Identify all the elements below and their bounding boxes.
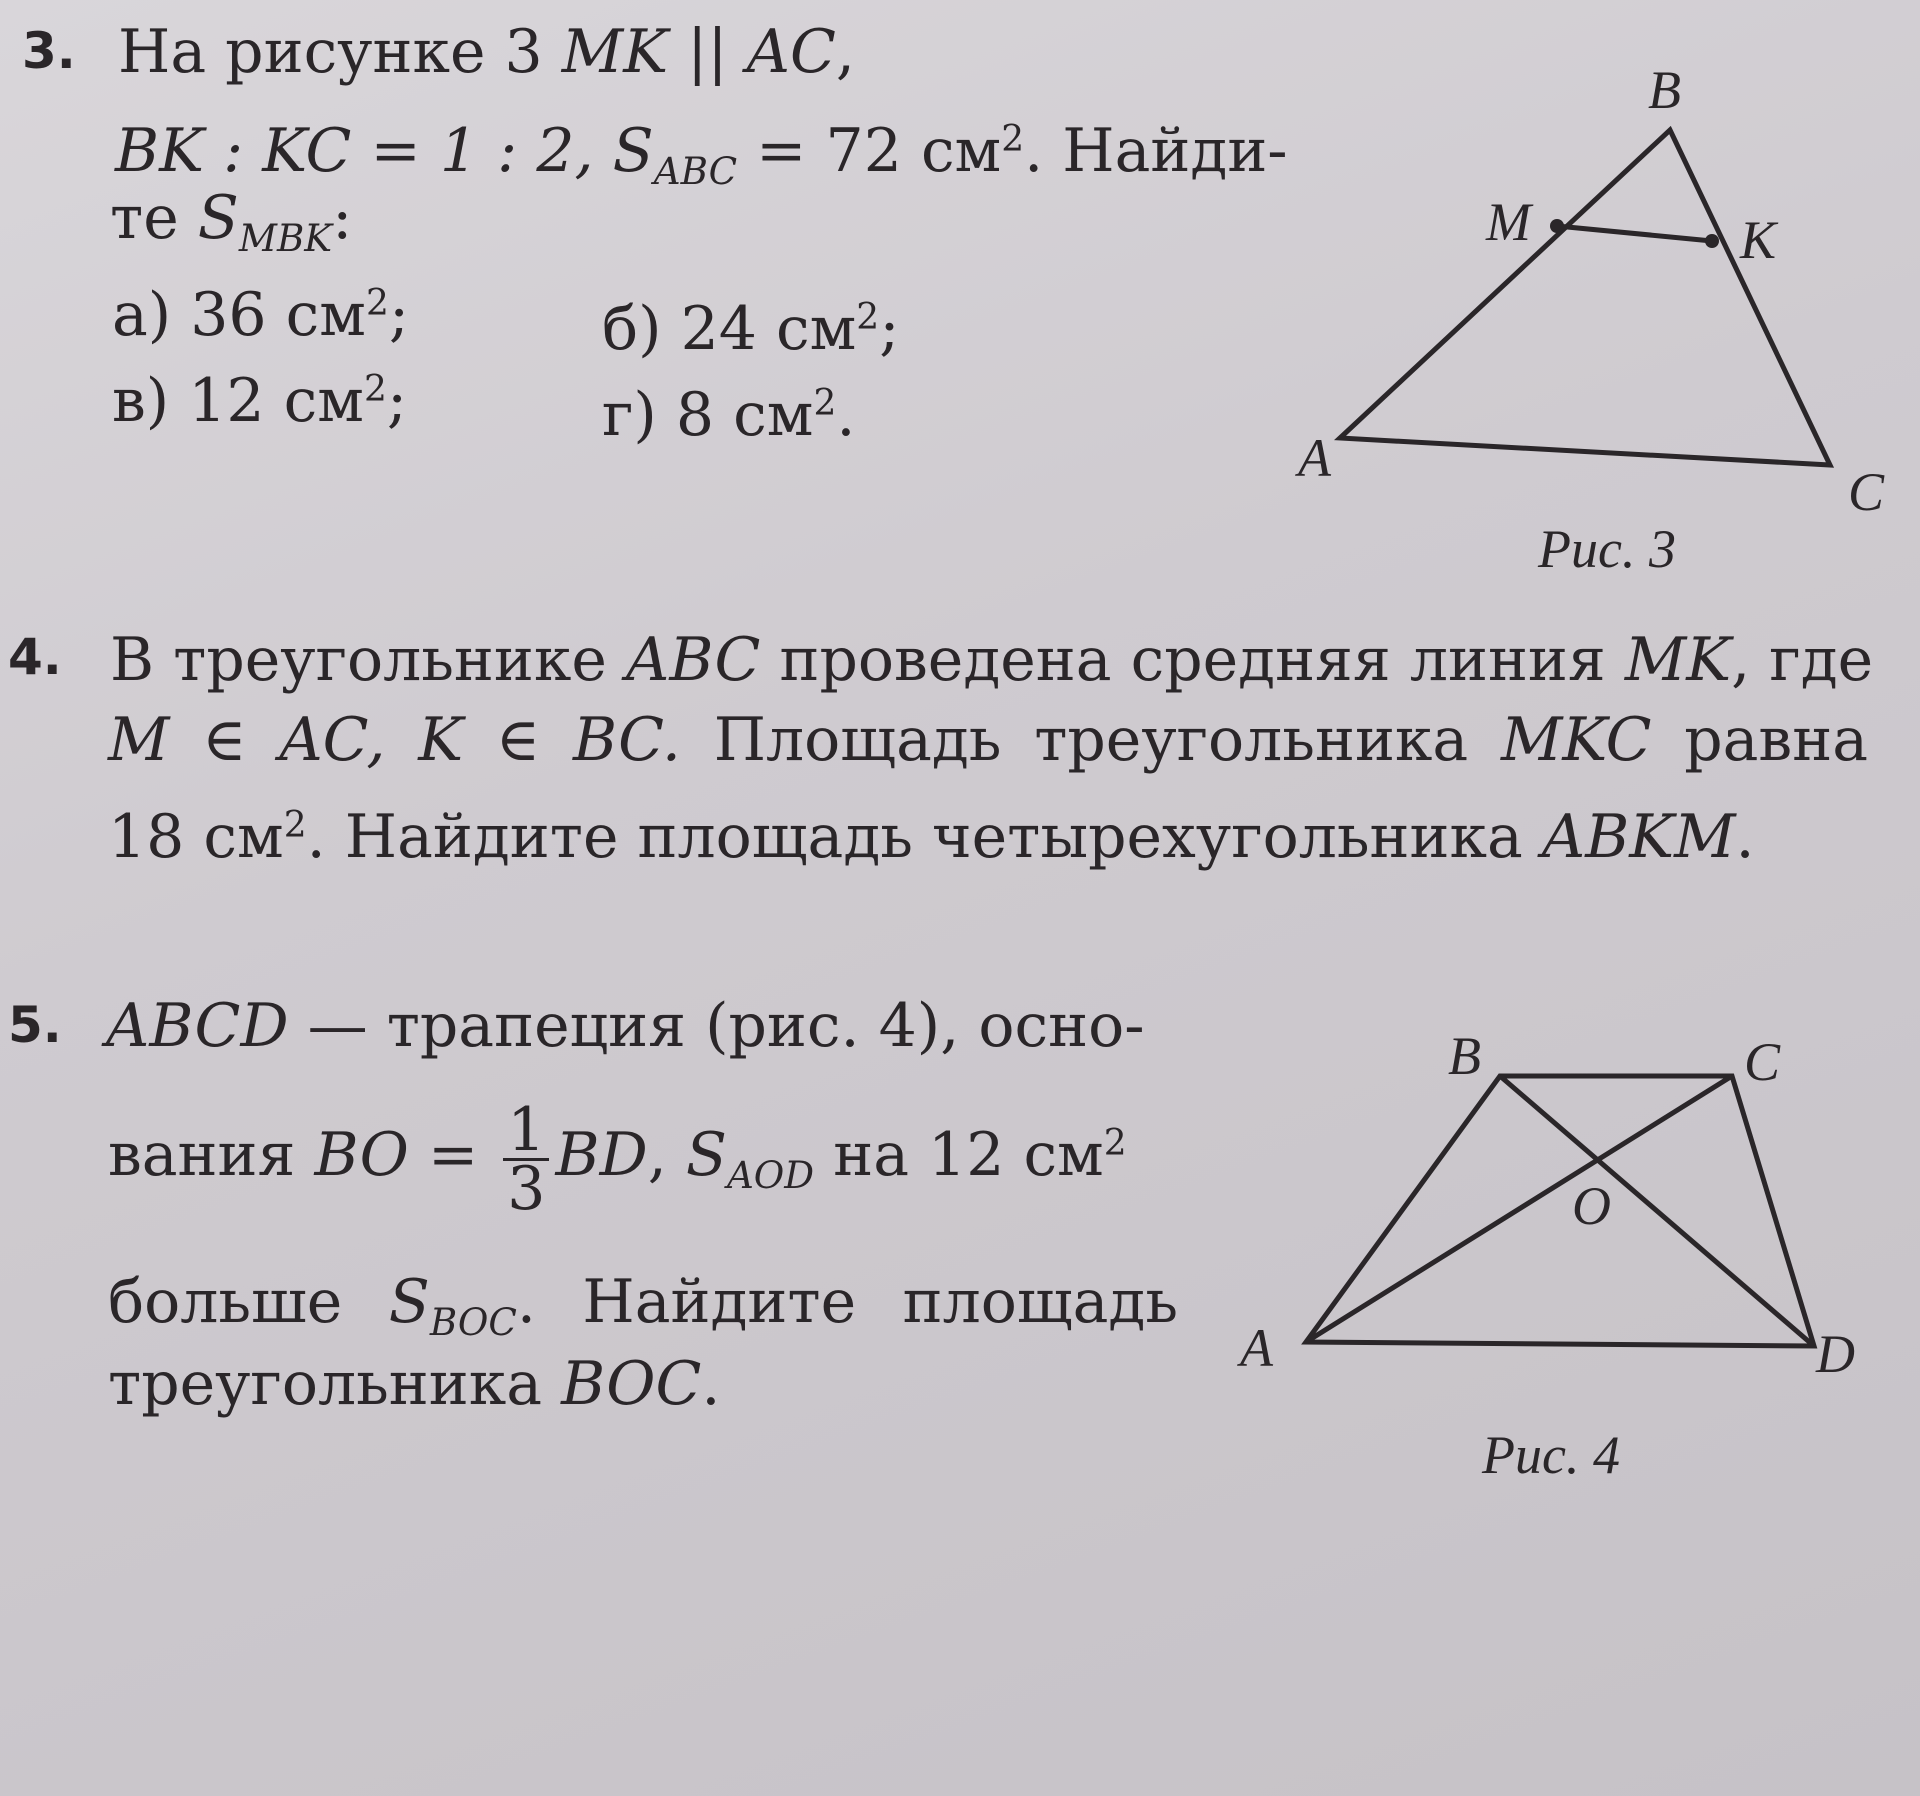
answer-a: а) 36 $см^2$; (112, 279, 410, 350)
label-c: C (1744, 1032, 1781, 1092)
segment-mk (1557, 226, 1712, 241)
point-m (1550, 219, 1564, 233)
triangle-abc (1340, 130, 1830, 465)
figure-3-caption: Рис. 3 (1538, 519, 1676, 579)
label-k: K (1740, 210, 1777, 270)
problem-4-line-1: В треугольнике ABC проведена средняя линия MK, где (110, 625, 1874, 695)
problem-3-number: 3. (22, 22, 76, 80)
problem-3-line-3: те $S_{MBK}$: (110, 183, 353, 261)
label-b: B (1448, 1026, 1481, 1086)
problem-3-line-2: BK : KC = 1 : 2, $S_{ABC} = 72$ $см^2$. Найди- (115, 115, 1288, 193)
answer-g: г) 8 $см^2$. (602, 379, 856, 450)
problem-5-number: 5. (8, 996, 62, 1054)
problem-5-line-3: больше $S_{BOC}$. Найдите площадь (108, 1267, 1178, 1345)
label-a: A (1298, 428, 1331, 488)
figure-4-trapezoid (1220, 1000, 1880, 1420)
figure-4-caption: Рис. 4 (1482, 1425, 1620, 1485)
problem-5-line-2: вания BO = $\frac{1}{3}$ BD, $S_{AOD}$ на 12 $см^2$ (108, 1094, 1127, 1224)
answer-b: б) 24 $см^2$; (602, 293, 900, 364)
point-k (1705, 234, 1719, 248)
problem-4-number: 4. (8, 628, 62, 686)
diagonal-ac (1306, 1076, 1732, 1342)
label-b: B (1648, 60, 1681, 120)
trapezoid-abcd (1306, 1076, 1814, 1346)
problem-4-line-2: M ∈ AC, K ∈ BC. Площадь треугольника MKC равна (108, 705, 1868, 775)
problem-4-line-3: 18 $см^2$. Найдите площадь четырехугольника ABKM. (108, 801, 1755, 872)
label-o: O (1572, 1176, 1611, 1236)
problem-5-line-1: ABCD — трапеция (рис. 4), осно- (106, 991, 1145, 1061)
label-d: D (1816, 1324, 1855, 1384)
problem-3-line-1: На рисунке 3 MK || AC, (118, 17, 855, 87)
figure-3-triangle (1290, 40, 1910, 600)
fraction-one-third: $\frac{1}{3}$ (503, 1102, 549, 1217)
label-a: A (1240, 1318, 1273, 1378)
problem-5-line-4: треугольника BOC. (108, 1349, 721, 1419)
diagonal-bd (1500, 1076, 1814, 1346)
answer-v: в) 12 $см^2$; (112, 365, 408, 436)
label-m: M (1486, 192, 1531, 252)
label-c: C (1848, 462, 1885, 522)
